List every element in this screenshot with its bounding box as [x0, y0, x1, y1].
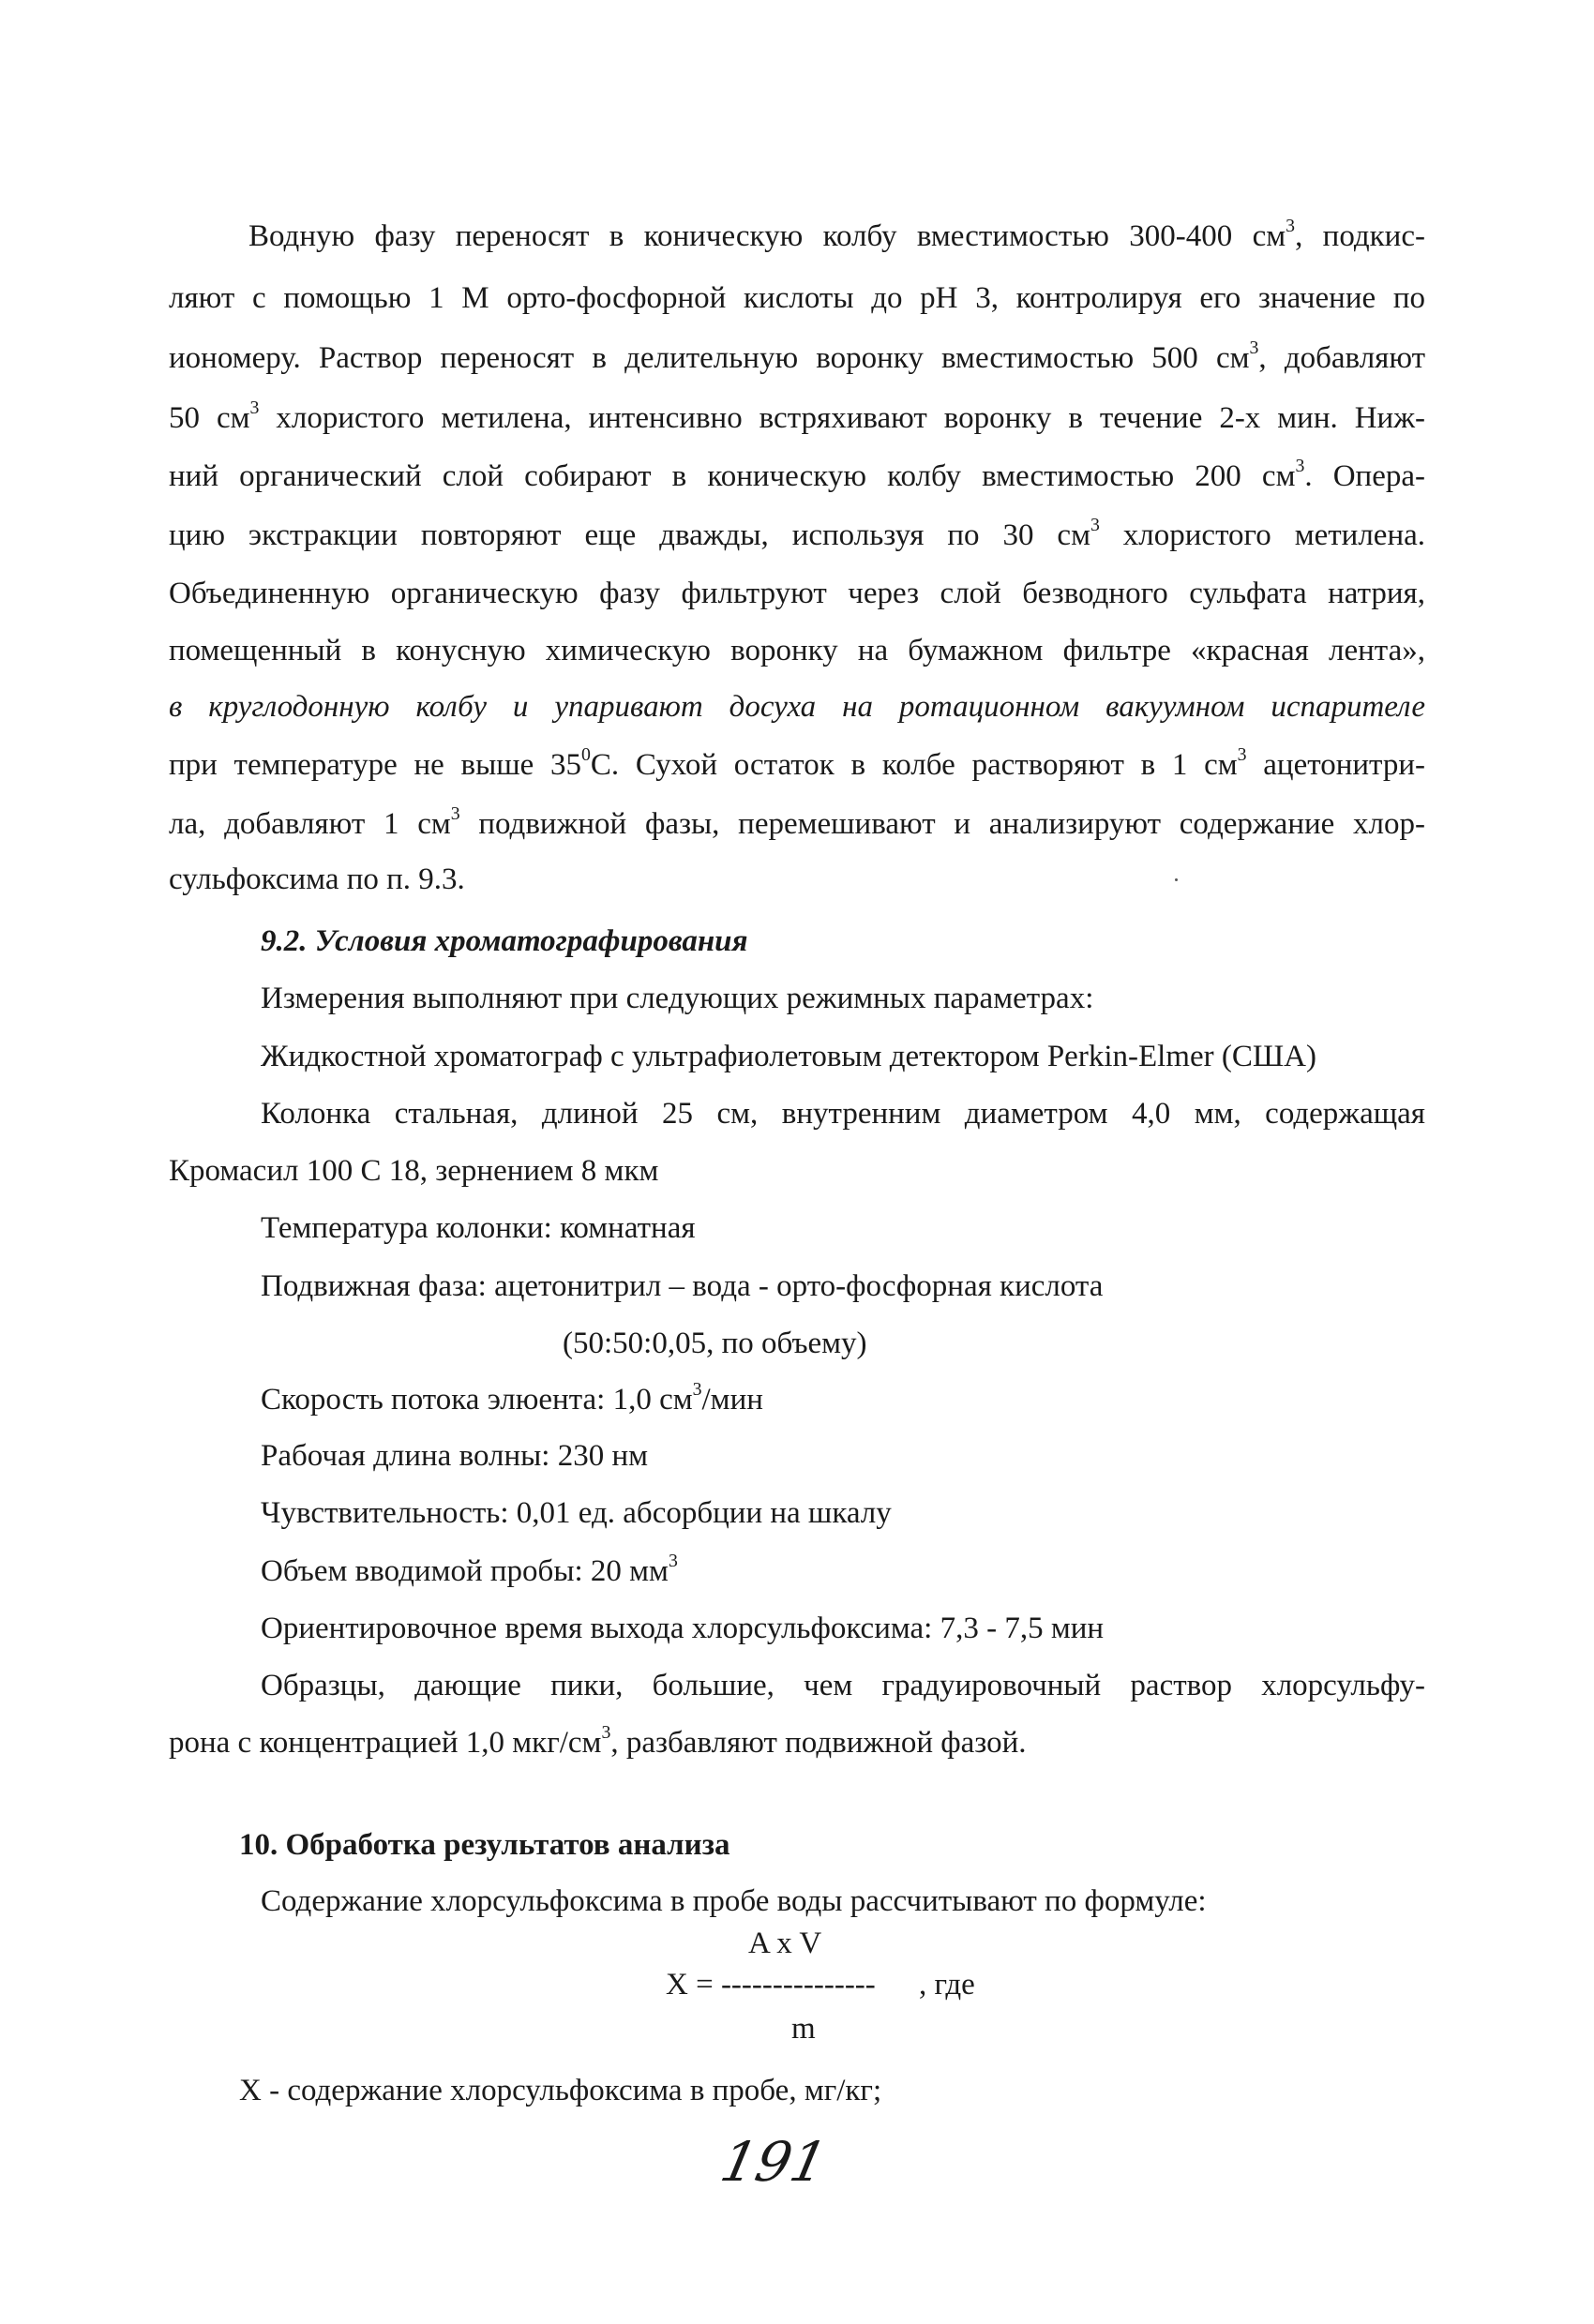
- condition-column-cont: Кромасил 100 С 18, зернением 8 мкм: [169, 1154, 659, 1188]
- formula-numerator: A x V: [748, 1927, 822, 1960]
- dilution-note-cont: рона с концентрацией 1,0 мкг/$см^3$, разбавляют подвижной фазой.: [169, 1722, 1027, 1760]
- condition-mobile-phase: Подвижная фаза: ацетонитрил – вода - орто-фосфорная кислота: [261, 1269, 1104, 1303]
- dilution-note: Образцы, дающие пики, большие, чем градуировочный раствор хлорсульфу-: [261, 1669, 1425, 1702]
- section-heading: 10. Обработка результатов анализа: [239, 1828, 730, 1862]
- paragraph-line: иономеру. Раствор переносят в делительную воронку вместимостью 500 $см^3$, добавляют: [169, 337, 1425, 375]
- condition-sensitivity: Чувствительность: 0,01 ед. абсорбции на шкалу: [261, 1496, 892, 1530]
- condition-sample-volume: Объем вводимой пробы: 20 $мм^3$: [261, 1551, 678, 1588]
- condition-flow-rate: Скорость потока элюента: 1,0 $см^3$/мин: [261, 1379, 763, 1417]
- paragraph-line: Водную фазу переносят в коническую колбу вместимостью 300-400 $см^3$, подкис-: [248, 216, 1425, 253]
- paragraph-line: ляют с помощью 1 М орто-фосфорной кислоты до рН 3, контролируя его значение по: [169, 281, 1425, 315]
- conditions-intro: Измерения выполняют при следующих режимных параметрах:: [261, 982, 1094, 1015]
- paragraph-line: ний органический слой собирают в коническую колбу вместимостью 200 $см^3$. Опера-: [169, 456, 1425, 493]
- definition-x: X - содержание хлорсульфоксима в пробе, мг/кг;: [239, 2074, 882, 2107]
- condition-column: Колонка стальная, длиной 25 см, внутренним диаметром 4,0 мм, содержащая: [261, 1097, 1425, 1131]
- formula-denominator: m: [791, 2012, 816, 2046]
- formula-where: , где: [919, 1968, 975, 2002]
- scan-speck: [1175, 878, 1178, 881]
- condition-mobile-phase-ratio: (50:50:0,05, по объему): [563, 1327, 867, 1360]
- paragraph-line: ла, добавляют 1 $см^3$ подвижной фазы, перемешивают и анализируют содержание хлор-: [169, 803, 1425, 841]
- condition-wavelength: Рабочая длина волны: 230 нм: [261, 1439, 649, 1473]
- paragraph-line: цию экстракции повторяют еще дважды, используя по 30 $см^3$ хлористого метилена.: [169, 515, 1425, 552]
- paragraph-line: помещенный в конусную химическую воронку на бумажном фильтре «красная лента»,: [169, 634, 1425, 667]
- page-number: 191: [714, 2130, 833, 2194]
- paragraph-line: Объединенную органическую фазу фильтруют через слой безводного сульфата натрия,: [169, 577, 1425, 610]
- condition-temperature: Температура колонки: комнатная: [261, 1211, 696, 1245]
- paragraph-line: сульфоксима по п. 9.3.: [169, 862, 465, 896]
- paragraph-line: при температуре не выше $35^0С$. Сухой остаток в колбе растворяют в 1 $см^3$ ацетонитри-: [169, 744, 1426, 782]
- condition-chromatograph: Жидкостной хроматограф с ультрафиолетовым детектором Perkin-Elmer (США): [261, 1040, 1316, 1073]
- paragraph-line: в круглодонную колбу и упаривают досуха на ротационном вакуумном испарителе: [169, 690, 1425, 724]
- paragraph-line: 50 $см^3$ хлористого метилена, интенсивно встряхивают воронку в течение 2-х мин. Ниж-: [169, 397, 1425, 435]
- formula-lhs: X = ---------------: [666, 1968, 876, 2002]
- condition-retention-time: Ориентировочное время выхода хлорсульфоксима: 7,3 - 7,5 мин: [261, 1612, 1105, 1645]
- section-heading: 9.2. Условия хроматографирования: [261, 924, 748, 958]
- formula-intro: Содержание хлорсульфоксима в пробе воды рассчитывают по формуле:: [261, 1884, 1207, 1918]
